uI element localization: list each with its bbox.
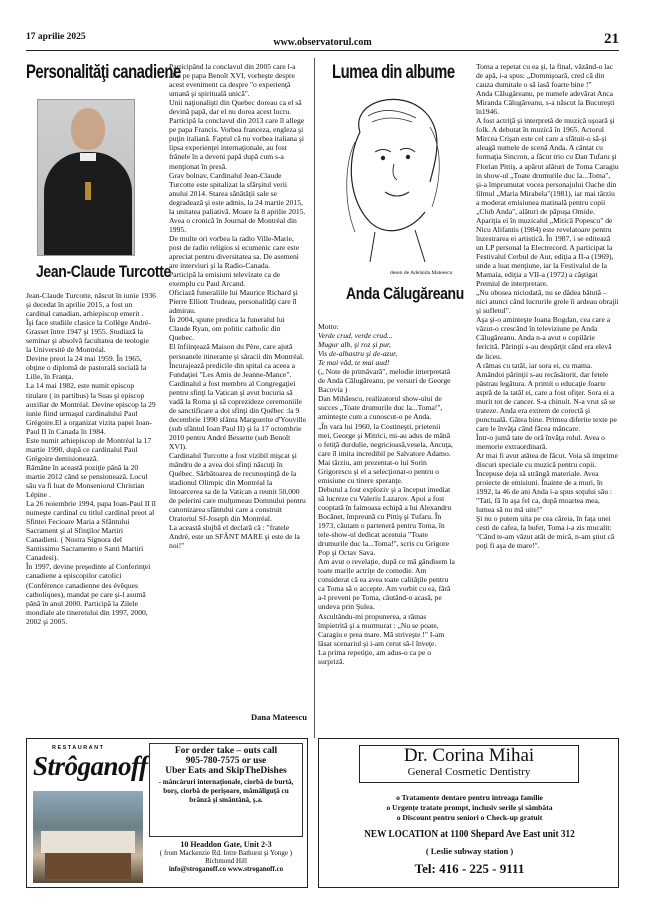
paragraph: („ Note de primăvară", melodie interpretată de Anda Călugăreanu, pe versuri de George Bacovia ): [318, 367, 451, 395]
paragraph: Grav bolnav, Cardinalul Jean-Claude Turcotte este spitalizat la sfârşitul verii anului 2014. Starea sănătăţii sale se degradează şi este admis, la 24 martie 2015, la unitatea paliativă. Moare la 8 aprilie 2015. Avea o cronică în Journal de Montréal din 1995.: [169, 170, 306, 234]
subway-station: ( Leslie subway station ): [425, 846, 514, 856]
paragraph: Participă la emisiuni televizate ca de exemplu cu Paul Arcand.: [169, 270, 281, 289]
paragraph: El înfiinţează Maison du Père, care ajută persoanele itinerante şi săracii din Montréal. Încurajează predicile din spital ca aceea a Fundaţiei "Les Amis de Jeanne-Mance".: [169, 342, 304, 379]
paragraph: La 26 noiembrie 1994, papa Ioan-Paul II îl numeşte cardinal cu titlul cardinal preot al Sfintei Fecioare Maria a Sfântului Sacrament şi al Sfinţilor Martiri Canadieni. ( Nostra Signora del Santissimo Sacramento e Santi Martiri Canadesi).: [26, 499, 156, 563]
motto-line: Te mai văd, te mai aud!: [318, 358, 390, 368]
motto-line: Verde crud, verde crud...: [318, 331, 393, 341]
page-number: 21: [604, 31, 619, 47]
paragraph: Unii naţionalişti din Quebec doreau ca el să devină papă, dar el nu dorea acest lucru.: [169, 98, 302, 117]
order-line: Uber Eats and SkipTheDishes: [165, 766, 287, 776]
order-line: For order take – outs call: [174, 746, 278, 756]
address-block: [149, 840, 303, 874]
address-line: 10 Headdon Gate, Unit 2-3: [180, 840, 272, 849]
dentist-name: Dr. Corina Mihai: [403, 745, 535, 766]
paragraph: În 1997, devine preşedinte al Conferinţei canadiene a episcopilor catolici (Conférence canadienne des évêques catholiques), mandat pe care şi-l asumă până în anul 2000. Participă la Zilele mondiale ale tineretului din 1997, 2000, 2002 şi 2005.: [26, 562, 151, 626]
site-url[interactable]: www.observatorul.com: [273, 37, 372, 48]
service-item: o Urgenţe tratate prompt, inclusiv serile şi sâmbăta: [386, 803, 553, 812]
menu-text: - mâncăruri internaţionale, ciorbă de burtă, borş, ciorbă de perişoare, mămăliguţă cu brânză şi smântână, ş.a.: [158, 778, 294, 804]
dentist-phone[interactable]: Tel: 416 - 225 - 9111: [414, 861, 525, 876]
service-item: o Tratamente dentare pentru intreaga familie: [396, 793, 543, 802]
restaurant-photo: [33, 791, 143, 883]
paragraph: Ar mai fi avut atâtea de făcut. Voia să imprime discuri speciale cu muzică pentru copii. Începuse deja să strângă materiale. Avea proiecte de emisiuni. Înainte de a muri, în 1992, la 46 de ani Anda i-a spus soţului său : "Tati, fă în aşa fel ca, după moartea mea, lumea să nu mă uite!": [476, 451, 618, 515]
paragraph: Este numit arhiepiscop de Montréal la 17 martie 1990, după ce cardinalul Paul Grégoire demisionează.: [26, 435, 152, 463]
paragraph: Rămâne în această poziţie până la 20 martie 2012 când se pensionează. Locul său va fi luat de Monseniorul Christian Lépine .: [26, 462, 148, 500]
paragraph: Debutul a fost exploziv şi a început imediat să lucreze cu Valeriu Lazarov. Apoi a fost cooptată în faimoasa echipă a lui Alexandru Bocănet, împreună cu Pittiş şi Tufaru. În 1973, căutam o parteneră pentru Toma, în tele-show-ul dedicat acestuia "Toate drumurile duc la...Toma!", scris cu Grigore Pop şi Octav Sava.: [318, 484, 452, 558]
stroganoff-logo: Strôganoff: [33, 751, 148, 781]
paragraph: Jean-Claude Turcotte, născut în iunie 1936 şi decedat în aprilie 2015, a fost un cardinal canadian, arhiepiscop emerit .: [26, 291, 156, 319]
article-column-3: [318, 322, 455, 738]
paragraph: Participând la conclavul din 2005 care l-a ales pe papa Benoît XVI, vorbeşte despre acest eveniment ca despre "o experienţă umană şi spirituală unică".: [169, 62, 296, 99]
portrait-photo: [37, 99, 135, 256]
paragraph: Cardinalul a fost membru al Congregaţiei pentru sfinţi la Vatican şi avut bucuria să vadă la Roma şi să coprezideze ceremoniile de sanctificare a doi sfinţi din Québec :la 9 decembrie 1990 sfânta Marguerite d'Youville (sub sfântul Ioan Paul II) şi la 17 octombrie 2010 pentru André Bessette (sub Benoît XVI).: [169, 378, 307, 451]
paragraph: De multe ori vorbea la radio Ville-Marie, post de radio religios si ecumenic care este apreciat pentru diversitatea sa. De asemeni are interviuri şi la Radio-Canada.: [169, 233, 300, 271]
paragraph: Îşi face studiile clasice la Collège André- Grasset între 1947 şi 1955. Studiază la seminar şi absolvă facultatea de teologie la Universitè de Montréal.: [26, 318, 151, 355]
paragraph: Ascultându-mi propunerea, a rămas împietrită şi a murmurat : „Nu se poate, Caragiu e prea mare. Mă striveşte !" I-am lăsat scenariul şi i-am cerut să-l înveţe.: [318, 611, 445, 648]
motto-label: Motto:: [318, 322, 339, 331]
header-rule: [26, 50, 619, 51]
section-title-albume: Lumea din albume: [332, 62, 455, 83]
paragraph: Aşa şi-o aminteşte Ioana Bogdan, cea care a văzut-o crescând în televiziune pe Anda Călugăreanu. Anda n-a avut o copilărie fericită. Părinţii s-au despărţit când era elevă de liceu.: [476, 315, 612, 361]
caption-jean-claude-turcotte: Jean-Claude Turcotte: [36, 262, 171, 281]
byline-dana-mateescu: Dana Mateescu: [251, 712, 307, 722]
paragraph: La 14 mai 1982, este numit episcop titulare ( in partibus) la Suas şi episcop auxiliar de Montréal. Devine episcop la 29 iunie fiind urmaşul cardinalului Paul Grégoire.El a organizat vizita papei Ioan-Paul II în Canada în 1984.: [26, 381, 156, 436]
services-list: [319, 793, 620, 823]
portrait-drawing: [330, 92, 450, 267]
paragraph: Am avut o revelaţie, după ce mă gândisem la toate marile actriţe de comedie. Am considerat că ea avea toate calităţile pentru ca Toma să o accepte. Am vorbit cu ea, fără a-l preveni pe Toma, căutând-o acasă, pe undeva prin Şulea.: [318, 557, 455, 612]
contact-line[interactable]: info@stroganoff.co www.stroganoff.co: [168, 865, 284, 873]
column-divider: [314, 58, 315, 738]
paragraph: Participă la conclavul din 2013 care îl allege pe papa Francis. Vorbea franceza, engleza şi puţin italiană. Faptul că nu vorbea italiana şi lipsa experienţei internaţionale, au fost frânele în a deveni papă după cum s-a menţionat în presă.: [169, 116, 305, 171]
section-title-personalitati: Personalităţi canadiene: [26, 62, 181, 83]
paragraph: Devine preot la 24 mai 1959. În 1965, obţine o diplomă de pastorală socială la Lille, în Franţa.: [26, 354, 147, 382]
paragraph: Anda Călugăreanu, pe numele adevărat Anca Miranda Călugăreanu, s-a născut la Bucureşti în1946.: [476, 89, 615, 117]
motto-line: Vis de-albastru şi de-azur,: [318, 349, 398, 359]
motto-line: Mugur alb, şi roz şi pur,: [318, 340, 391, 350]
paragraph: Mai târziu, am prezentat-o lui Sorin Grigorescu şi el a selecţionat-o pentru o emisiune cu tinere speranţe.: [318, 457, 440, 485]
paragraph: A fost actriţă şi interpretă de muzică uşoară şi folk. A debutat în muzică în 1965. Actorul Mircea Crişan este cel care a sfătuit-o să-şi aleagă numele de scenă Anda. A cântat cu formaţia Sincron, a făcut trio cu Dan Tufaru şi Florian Pittiş, a apărut alături de Toma Caragiu in show-ul „Toate drumurile duc la...Toma", şi-a împrumutat vocea personajului Oache din filmul „Maria Mirabela"(1981), iar mai târziu a moderat emisiunea matinală pentru copii „Club Anda", alături de păpuşa Omide. Apariţia ei în muzicalul „Mitică Popescu" de Nicu Alifantis (1984) este revelatoare pentru înzestrarea ei artistică. În 1987, i se editează un LP personal la Electrecord. A participat la Festivalul Cerbul de Aur, ediţia a II-a (1969), unde a luat menţiune, iar la Festivalul de la Mamaia, ediţia a VII-a (1972) a câştigat Premiul de interpretare.: [476, 116, 619, 289]
paragraph: Şi nu o putem uita pe cea căreia, în faţa unei cesti de cafea, la bufet, Toma i-a zis mucalit:: [476, 514, 612, 533]
order-box: [149, 743, 303, 837]
drawing-credit: desen de Adelaida Mateescu: [390, 270, 453, 276]
ad-stroganoff[interactable]: [26, 738, 308, 888]
dentist-subtitle: General Cosmetic Dentistry: [407, 766, 531, 778]
dentist-name-box: [359, 745, 579, 783]
paragraph: În 2004, spune predica la funeralul lui Claude Ryan, om politic catholic din Quebec.: [169, 315, 285, 343]
article-column-2: [169, 62, 307, 726]
new-location: NEW LOCATION at 1100 Shepard Ave East unit 312: [364, 828, 575, 840]
paragraph: Dan Mihăescu, realizatorul show-ului de succes „Toate drumurile duc la...Toma!", aminteşte cum a cunoscut-o pe Anda.: [318, 394, 443, 422]
paragraph: Cardinalul Turcotte a fost vizibil mişcat şi mândru de a avea doi sfinţi născuţi în Québec. Sărbătoarea de recunoştinţă de la stadionul Olimpic din Montréal la întoarcerea sa de la Vatican a reunit 50,000 de pelerini care mulţumeau Domnului pentru canonizarea sfântului care a construit Oratoriul Sf-Joseph din Montréal.: [169, 451, 306, 524]
restaurant-label: RESTAURANT: [52, 745, 105, 751]
address-line: ( from Mackenzie Rd. Intre Bathurst şi Yonge ) Richmond Hill: [159, 849, 293, 865]
ad-dentist[interactable]: [318, 738, 619, 888]
paragraph: „Nu obosea niciodată, nu se dădea bătută – nici atunci când lucrurile grele îi ardeau obrajii şi sufletul".: [476, 288, 619, 316]
paragraph: La această slujbă el declară că : "fratele André, este un SFÂNT MARE şi este de la noi!": [169, 523, 300, 551]
paragraph: "Când te-am văzut atât de mică, n-am ştiut că poţi fi aşa de mare!".: [476, 532, 615, 551]
paragraph: La prima repetiţie, am adus-o ca pe o surpriză.: [318, 647, 432, 666]
article-column-1: [26, 291, 156, 741]
article-column-4: [476, 62, 619, 738]
paragraph: Toma a repetat cu ea şi, la final, văzând-o lac de apă, i-a spus: „Domnişoară, cred că din cauza dumitale o să iasă foarte bine !": [476, 62, 614, 90]
paragraph: „În vara lui 1960, la Costineşti, prietenii mei, George şi Mitrici, mi-au adus de mână o fetiţă durdulie, negricioasă,vesela, Ancuţa, care îl imita incredibil pe Salvatore Adamo.: [318, 421, 453, 458]
paragraph: A rămas cu tatăl, iar sora ei, cu mama. Amândoi părinţii s-au recăsătorit, dar fetele păstrau legătura. A primit o educaţie foarte aspră de la tatăl ei, care a fost ofiţer. Sora ei a murit tot de cancer. S-a chinuit. N-a vrut să se trateze. Anda era extrem de corectă şi punctuală. Gătea bine. Primea diferite texte pe care le învăţa când făcea mâncare.: [476, 360, 617, 433]
paragraph: Oficiază funeraliile lui Maurice Richard şi Pierre Elliott Trudeau, personalităţi care îl admirau.: [169, 288, 298, 316]
caption-anda-calugareanu: Anda Călugăreanu: [346, 284, 464, 303]
order-phone[interactable]: 905-780-7575 or use: [185, 756, 267, 766]
paragraph: Într-o jumă tate de oră învăţa rolul. Avea o memorie extraordinară.: [476, 432, 605, 451]
service-item: o Discount pentru seniori o Check-up gratuit: [396, 813, 543, 822]
issue-date: 17 aprilie 2025: [26, 32, 86, 42]
